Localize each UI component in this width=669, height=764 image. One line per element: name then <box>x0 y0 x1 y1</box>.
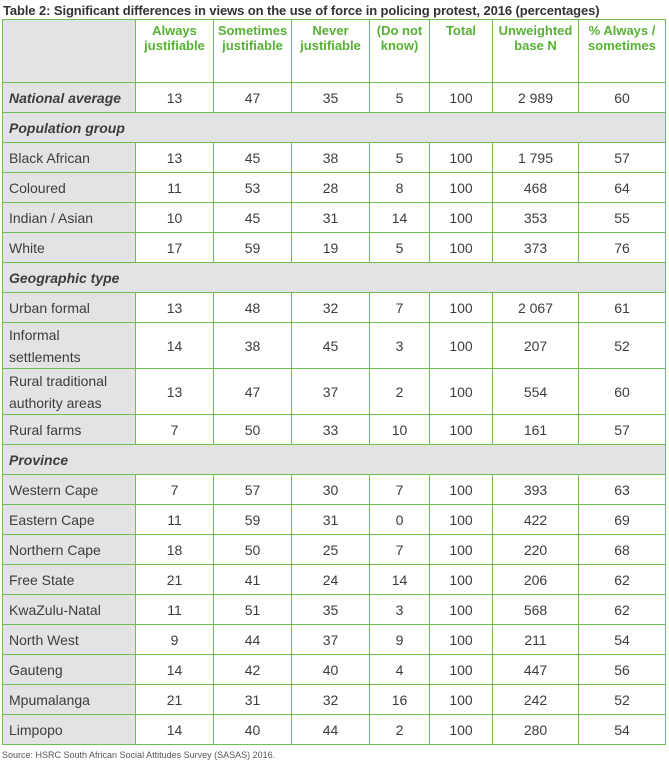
table-cell: 100 <box>430 143 493 173</box>
table-row <box>3 143 666 173</box>
column-header: (Do not know) <box>370 20 430 83</box>
table-cell: 53 <box>214 173 292 203</box>
table-cell: 100 <box>430 415 493 445</box>
table-cell: 14 <box>136 715 214 745</box>
column-header: Unweighted base N <box>493 20 579 83</box>
table-row <box>3 369 666 415</box>
source-note: Source: HSRC South African Social Attitudes Survey (SASAS) 2016. <box>2 750 276 760</box>
column-header: Sometimes justifiable <box>214 20 292 83</box>
table-cell: 31 <box>214 685 292 715</box>
table-cell: 69 <box>579 505 666 535</box>
column-header: % Always / sometimes <box>579 20 666 83</box>
table-cell: 18 <box>136 535 214 565</box>
table-cell: 21 <box>136 565 214 595</box>
table-cell: 21 <box>136 685 214 715</box>
table-cell: 100 <box>430 173 493 203</box>
table-row <box>3 475 666 505</box>
table-cell: 68 <box>579 535 666 565</box>
row-label: Limpopo <box>3 715 136 745</box>
table-cell: 13 <box>136 293 214 323</box>
table-cell: 353 <box>493 203 579 233</box>
table-cell: 7 <box>370 293 430 323</box>
table-row <box>3 685 666 715</box>
table-cell: 35 <box>292 595 370 625</box>
section-header-row <box>3 113 666 143</box>
table-cell: 468 <box>493 173 579 203</box>
table-cell: 3 <box>370 595 430 625</box>
header-row <box>3 20 666 83</box>
table-cell: 28 <box>292 173 370 203</box>
table-cell: 161 <box>493 415 579 445</box>
table-cell: 63 <box>579 475 666 505</box>
row-label: Rural traditional authority areas <box>3 369 136 415</box>
table-cell: 373 <box>493 233 579 263</box>
table-cell: 44 <box>214 625 292 655</box>
table-cell: 60 <box>579 369 666 415</box>
table-cell: 11 <box>136 595 214 625</box>
table-cell: 57 <box>214 475 292 505</box>
table-cell: 42 <box>214 655 292 685</box>
table-cell: 24 <box>292 565 370 595</box>
table-cell: 38 <box>292 143 370 173</box>
table-cell: 2 <box>370 715 430 745</box>
table-row <box>3 505 666 535</box>
table-cell: 393 <box>493 475 579 505</box>
row-label: National average <box>3 83 136 113</box>
table-cell: 2 989 <box>493 83 579 113</box>
header-corner <box>3 20 136 83</box>
table-row <box>3 565 666 595</box>
row-label: Western Cape <box>3 475 136 505</box>
table-cell: 48 <box>214 293 292 323</box>
table-cell: 14 <box>136 655 214 685</box>
table-cell: 25 <box>292 535 370 565</box>
column-header: Never justifiable <box>292 20 370 83</box>
row-label: White <box>3 233 136 263</box>
table-cell: 37 <box>292 369 370 415</box>
table-cell: 100 <box>430 625 493 655</box>
table-cell: 52 <box>579 685 666 715</box>
table-cell: 51 <box>214 595 292 625</box>
table-cell: 14 <box>136 323 214 369</box>
row-label: Eastern Cape <box>3 505 136 535</box>
table-cell: 16 <box>370 685 430 715</box>
table-cell: 32 <box>292 293 370 323</box>
table-cell: 33 <box>292 415 370 445</box>
table-cell: 14 <box>370 565 430 595</box>
table-cell: 31 <box>292 203 370 233</box>
table-cell: 100 <box>430 685 493 715</box>
table-cell: 5 <box>370 83 430 113</box>
table-cell: 47 <box>214 369 292 415</box>
table-cell: 7 <box>136 415 214 445</box>
table-cell: 59 <box>214 233 292 263</box>
table-cell: 2 <box>370 369 430 415</box>
table-row <box>3 293 666 323</box>
table-title: Table 2: Significant differences in views on the use of force in policing protest, 2016 (percentages) <box>3 3 600 18</box>
table-row <box>3 595 666 625</box>
table-cell: 55 <box>579 203 666 233</box>
table-cell: 37 <box>292 625 370 655</box>
row-label: Mpumalanga <box>3 685 136 715</box>
table-cell: 76 <box>579 233 666 263</box>
table-cell: 422 <box>493 505 579 535</box>
section-title: Province <box>3 445 666 475</box>
table-cell: 47 <box>214 83 292 113</box>
table-cell: 100 <box>430 293 493 323</box>
table-cell: 100 <box>430 655 493 685</box>
table-cell: 13 <box>136 143 214 173</box>
table-cell: 41 <box>214 565 292 595</box>
table-cell: 100 <box>430 323 493 369</box>
table-cell: 9 <box>370 625 430 655</box>
table-cell: 0 <box>370 505 430 535</box>
table-cell: 56 <box>579 655 666 685</box>
row-label: Urban formal <box>3 293 136 323</box>
table-cell: 211 <box>493 625 579 655</box>
table-cell: 100 <box>430 595 493 625</box>
table-cell: 242 <box>493 685 579 715</box>
section-title: Population group <box>3 113 666 143</box>
table-cell: 100 <box>430 203 493 233</box>
table-cell: 13 <box>136 369 214 415</box>
table-cell: 9 <box>136 625 214 655</box>
table-cell: 11 <box>136 173 214 203</box>
table-cell: 568 <box>493 595 579 625</box>
table-cell: 206 <box>493 565 579 595</box>
row-label: Gauteng <box>3 655 136 685</box>
table-row <box>3 625 666 655</box>
table-cell: 19 <box>292 233 370 263</box>
table-cell: 13 <box>136 83 214 113</box>
table-cell: 100 <box>430 233 493 263</box>
table-row <box>3 203 666 233</box>
table-cell: 59 <box>214 505 292 535</box>
table-cell: 57 <box>579 415 666 445</box>
row-label: Indian / Asian <box>3 203 136 233</box>
data-table <box>2 19 666 745</box>
table-cell: 100 <box>430 475 493 505</box>
table-row <box>3 715 666 745</box>
table-cell: 64 <box>579 173 666 203</box>
table-cell: 280 <box>493 715 579 745</box>
row-label: KwaZulu-Natal <box>3 595 136 625</box>
table-cell: 4 <box>370 655 430 685</box>
table-cell: 100 <box>430 715 493 745</box>
table-cell: 5 <box>370 143 430 173</box>
section-header-row <box>3 445 666 475</box>
table-cell: 14 <box>370 203 430 233</box>
table-cell: 52 <box>579 323 666 369</box>
table-row <box>3 323 666 369</box>
table-cell: 10 <box>136 203 214 233</box>
table-cell: 3 <box>370 323 430 369</box>
row-label: Rural farms <box>3 415 136 445</box>
table-cell: 7 <box>370 535 430 565</box>
table-row <box>3 535 666 565</box>
table-cell: 100 <box>430 369 493 415</box>
table-cell: 7 <box>370 475 430 505</box>
row-label: Black African <box>3 143 136 173</box>
table-cell: 61 <box>579 293 666 323</box>
row-label: North West <box>3 625 136 655</box>
table-cell: 35 <box>292 83 370 113</box>
table-cell: 100 <box>430 83 493 113</box>
table-cell: 57 <box>579 143 666 173</box>
table-cell: 44 <box>292 715 370 745</box>
table-cell: 45 <box>214 203 292 233</box>
table-row <box>3 655 666 685</box>
table-cell: 40 <box>214 715 292 745</box>
row-label: Free State <box>3 565 136 595</box>
table-cell: 38 <box>214 323 292 369</box>
table-cell: 54 <box>579 625 666 655</box>
table-cell: 100 <box>430 505 493 535</box>
table-cell: 554 <box>493 369 579 415</box>
row-label: Northern Cape <box>3 535 136 565</box>
table-cell: 447 <box>493 655 579 685</box>
table-cell: 17 <box>136 233 214 263</box>
section-title: Geographic type <box>3 263 666 293</box>
table-cell: 10 <box>370 415 430 445</box>
table-cell: 30 <box>292 475 370 505</box>
row-label: Informal settlements <box>3 323 136 369</box>
table-row <box>3 173 666 203</box>
table-cell: 62 <box>579 595 666 625</box>
column-header: Always justifiable <box>136 20 214 83</box>
column-header: Total <box>430 20 493 83</box>
table-cell: 220 <box>493 535 579 565</box>
table-cell: 2 067 <box>493 293 579 323</box>
table-cell: 40 <box>292 655 370 685</box>
table-cell: 62 <box>579 565 666 595</box>
table-cell: 54 <box>579 715 666 745</box>
table-cell: 100 <box>430 535 493 565</box>
table-cell: 31 <box>292 505 370 535</box>
row-label: Coloured <box>3 173 136 203</box>
table-cell: 50 <box>214 535 292 565</box>
national-average-row <box>3 83 666 113</box>
table-cell: 32 <box>292 685 370 715</box>
table-cell: 60 <box>579 83 666 113</box>
table-row <box>3 415 666 445</box>
table-cell: 1 795 <box>493 143 579 173</box>
table-cell: 207 <box>493 323 579 369</box>
table-cell: 8 <box>370 173 430 203</box>
table-cell: 100 <box>430 565 493 595</box>
section-header-row <box>3 263 666 293</box>
table-cell: 11 <box>136 505 214 535</box>
table-cell: 5 <box>370 233 430 263</box>
table-row <box>3 233 666 263</box>
table-cell: 45 <box>292 323 370 369</box>
table-cell: 45 <box>214 143 292 173</box>
table-cell: 7 <box>136 475 214 505</box>
table-cell: 50 <box>214 415 292 445</box>
